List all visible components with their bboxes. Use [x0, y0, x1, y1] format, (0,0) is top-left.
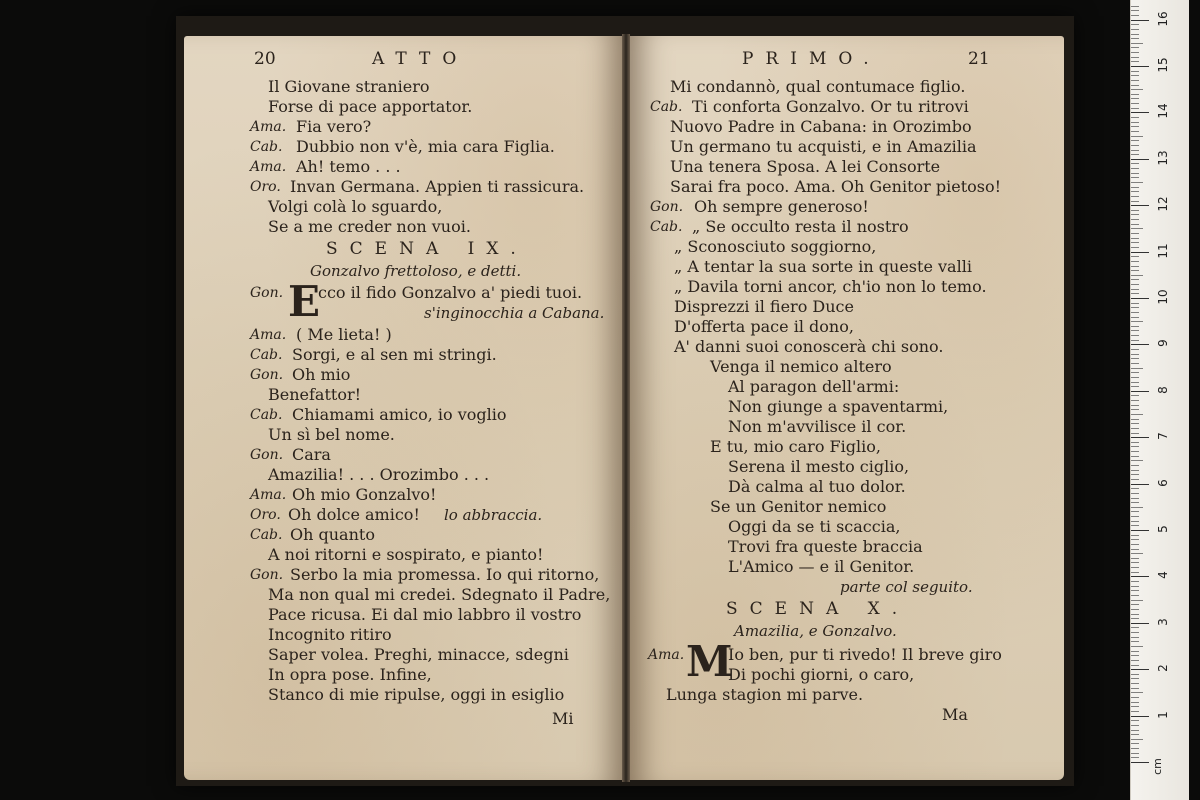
- ruler-tick: [1131, 228, 1143, 229]
- ruler-tick: [1131, 173, 1139, 174]
- ruler-tick: [1131, 303, 1139, 304]
- ruler-tick: [1131, 391, 1149, 392]
- ruler-tick: [1131, 266, 1139, 267]
- ruler-tick: [1131, 632, 1139, 633]
- ruler-tick: [1131, 535, 1139, 536]
- ruler-tick: [1131, 618, 1139, 619]
- text-line: A noi ritorni e sospirato, e pianto!: [268, 545, 544, 564]
- ruler-tick: [1131, 683, 1139, 684]
- text-line: Cara: [292, 445, 331, 464]
- text-line: „ Davila torni ancor, ch'io non lo temo.: [674, 277, 987, 296]
- ruler-number: 10: [1156, 289, 1170, 305]
- ruler-tick: [1131, 716, 1149, 717]
- ruler-tick: [1131, 456, 1139, 457]
- ruler-tick: [1131, 428, 1139, 429]
- ruler-tick: [1131, 734, 1139, 735]
- ruler-tick: [1131, 521, 1139, 522]
- ruler-tick: [1131, 507, 1143, 508]
- ruler-tick: [1131, 753, 1139, 754]
- ruler-tick: [1131, 326, 1139, 327]
- ruler-tick: [1131, 581, 1139, 582]
- text-line: cco il fido Gonzalvo a' piedi tuoi.: [318, 283, 583, 302]
- ruler-tick: [1131, 614, 1139, 615]
- ruler-tick: [1131, 460, 1143, 461]
- ruler-tick: [1131, 256, 1139, 257]
- text-line: Di pochi giorni, o caro,: [728, 665, 915, 684]
- text-line: Non m'avvilisce il cor.: [728, 417, 907, 436]
- ruler-tick: [1131, 354, 1139, 355]
- speaker: Cab.: [650, 99, 683, 115]
- ruler-tick: [1131, 38, 1139, 39]
- ruler-tick: [1131, 488, 1139, 489]
- text-line: Se un Genitor nemico: [710, 497, 887, 516]
- ruler-tick: [1131, 678, 1139, 679]
- ruler-tick: [1131, 386, 1139, 387]
- ruler-tick: [1131, 470, 1139, 471]
- ruler-tick: [1131, 20, 1149, 21]
- ruler-tick: [1131, 493, 1139, 494]
- ruler-tick: [1131, 89, 1143, 90]
- ruler-tick: [1131, 94, 1139, 95]
- ruler-number: 4: [1156, 571, 1170, 580]
- ruler-tick: [1131, 34, 1139, 35]
- ruler-tick: [1131, 122, 1139, 123]
- ruler-tick: [1131, 395, 1139, 396]
- ruler-tick: [1131, 748, 1139, 749]
- right-page: [630, 36, 1064, 780]
- text-line: Io ben, pur ti rivedo! Il breve giro: [728, 645, 1002, 664]
- ruler-tick: [1131, 516, 1139, 517]
- ruler-tick: [1131, 224, 1139, 225]
- drop-cap: M: [686, 637, 733, 686]
- speaker: Gon.: [250, 367, 284, 383]
- ruler-tick: [1131, 377, 1139, 378]
- ruler-tick: [1131, 177, 1139, 178]
- ruler-tick: [1131, 182, 1143, 183]
- ruler-number: 13: [1156, 150, 1170, 166]
- ruler-tick: [1131, 61, 1139, 62]
- ruler-tick: [1131, 400, 1139, 401]
- ruler-tick: [1131, 604, 1139, 605]
- ruler-number: 1: [1156, 710, 1170, 719]
- text-line: Saper volea. Preghi, minacce, sdegni: [268, 645, 569, 664]
- ruler-tick: [1131, 530, 1149, 531]
- text-line: Fia vero?: [296, 117, 372, 136]
- ruler-unit: cm: [1150, 758, 1164, 775]
- ruler-tick: [1131, 730, 1139, 731]
- ruler-tick: [1131, 368, 1143, 369]
- speaker: Cab.: [650, 219, 683, 235]
- ruler-tick: [1131, 168, 1139, 169]
- ruler-tick: [1131, 697, 1139, 698]
- measuring-ruler: [1130, 0, 1189, 800]
- ruler-tick: [1131, 242, 1139, 243]
- stage-direction: lo abbraccia.: [444, 506, 543, 524]
- text-line: Dubbio non v'è, mia cara Figlia.: [296, 137, 555, 156]
- ruler-tick: [1131, 409, 1139, 410]
- text-line: Stanco di mie ripulse, oggi in esiglio: [268, 685, 565, 704]
- ruler-tick: [1131, 321, 1143, 322]
- ruler-tick: [1131, 562, 1139, 563]
- ruler-tick: [1131, 423, 1139, 424]
- ruler-tick: [1131, 335, 1139, 336]
- ruler-tick: [1131, 720, 1139, 721]
- ruler-tick: [1131, 43, 1143, 44]
- ruler-tick: [1131, 706, 1139, 707]
- speaker: Cab.: [250, 407, 283, 423]
- ruler-tick: [1131, 544, 1139, 545]
- text-line: Oh quanto: [290, 525, 375, 544]
- ruler-number: 9: [1156, 339, 1170, 348]
- speaker: Oro.: [250, 179, 281, 195]
- ruler-tick: [1131, 98, 1139, 99]
- ruler-tick: [1131, 539, 1139, 540]
- running-head: PRIMO.: [742, 49, 881, 69]
- text-line: Oh dolce amico!: [288, 505, 420, 524]
- ruler-tick: [1131, 572, 1139, 573]
- ruler-tick: [1131, 586, 1139, 587]
- ruler-tick: [1131, 117, 1139, 118]
- ruler-number: 14: [1156, 103, 1170, 120]
- ruler-tick: [1131, 154, 1139, 155]
- text-line: Oggi da se ti scaccia,: [728, 517, 901, 536]
- ruler-tick: [1131, 511, 1139, 512]
- ruler-tick: [1131, 6, 1139, 7]
- text-line: Lunga stagion mi parve.: [666, 685, 864, 704]
- ruler-tick: [1131, 261, 1139, 262]
- ruler-tick: [1131, 702, 1139, 703]
- ruler-tick: [1131, 692, 1143, 693]
- scene-cast: Amazilia, e Gonzalvo.: [734, 622, 897, 640]
- ruler-tick: [1131, 609, 1139, 610]
- ruler-tick: [1131, 293, 1139, 294]
- ruler-tick: [1131, 651, 1139, 652]
- text-line: Pace ricusa. Ei dal mio labbro il vostro: [268, 605, 582, 624]
- text-line: Un sì bel nome.: [268, 425, 395, 444]
- ruler-tick: [1131, 711, 1139, 712]
- ruler-tick: [1131, 419, 1139, 420]
- catchword: Ma: [942, 705, 968, 724]
- text-line: Trovi fra queste braccia: [728, 537, 923, 556]
- text-line: Benefattor!: [268, 385, 362, 404]
- ruler-tick: [1131, 674, 1139, 675]
- ruler-tick: [1131, 163, 1139, 164]
- text-line: Disprezzi il fiero Duce: [674, 297, 854, 316]
- ruler-tick: [1131, 382, 1139, 383]
- text-line: Dà calma al tuo dolor.: [728, 477, 906, 496]
- speaker: Ama.: [250, 327, 287, 343]
- ruler-tick: [1131, 298, 1149, 299]
- ruler-tick: [1131, 465, 1139, 466]
- scene-cast: Gonzalvo frettoloso, e detti.: [310, 262, 522, 280]
- ruler-number: 15: [1156, 57, 1170, 73]
- ruler-number: 12: [1156, 196, 1170, 212]
- ruler-tick: [1131, 131, 1139, 132]
- text-line: Chiamami amico, io voglio: [292, 405, 507, 424]
- ruler-tick: [1131, 665, 1139, 666]
- text-line: ( Me lieta! ): [296, 325, 392, 344]
- text-line: Oh sempre generoso!: [694, 197, 869, 216]
- ruler-tick: [1131, 159, 1149, 160]
- ruler-tick: [1131, 660, 1139, 661]
- ruler-tick: [1131, 725, 1139, 726]
- ruler-tick: [1131, 627, 1139, 628]
- ruler-number: 5: [1156, 525, 1170, 533]
- text-line: „ A tentar la sua sorte in queste valli: [674, 257, 972, 276]
- ruler-tick: [1131, 637, 1139, 638]
- ruler-number: 6: [1156, 478, 1170, 487]
- text-line: Sorgi, e al sen mi stringi.: [292, 345, 497, 364]
- ruler-tick: [1131, 279, 1139, 280]
- text-line: Sarai fra poco. Ama. Oh Genitor pietoso!: [670, 177, 1002, 196]
- ruler-tick: [1131, 340, 1139, 341]
- text-line: Mi condannò, qual contumace figlio.: [670, 77, 966, 96]
- ruler-tick: [1131, 349, 1139, 350]
- ruler-tick: [1131, 24, 1139, 25]
- ruler-tick: [1131, 646, 1143, 647]
- text-line: Un germano tu acquisti, e in Amazilia: [670, 137, 977, 156]
- ruler-tick: [1131, 57, 1139, 58]
- ruler-tick: [1131, 29, 1139, 30]
- ruler-tick: [1131, 284, 1139, 285]
- ruler-tick: [1131, 205, 1149, 206]
- text-line: Se a me creder non vuoi.: [268, 217, 471, 236]
- text-line: Al paragon dell'armi:: [728, 377, 900, 396]
- ruler-tick: [1131, 150, 1139, 151]
- ruler-tick: [1131, 270, 1139, 271]
- ruler-tick: [1131, 108, 1139, 109]
- ruler-tick: [1131, 66, 1149, 67]
- speaker: Ama.: [648, 647, 685, 663]
- page-number: 21: [968, 49, 990, 69]
- left-page: [184, 36, 622, 780]
- running-head: ATTO: [372, 49, 469, 69]
- ruler-tick: [1131, 498, 1139, 499]
- ruler-tick: [1131, 330, 1139, 331]
- ruler-tick: [1131, 52, 1139, 53]
- speaker: Cab.: [250, 527, 283, 543]
- ruler-tick: [1131, 358, 1139, 359]
- ruler-tick: [1131, 405, 1139, 406]
- scene-title: SCENA IX.: [326, 239, 528, 259]
- ruler-tick: [1131, 623, 1149, 624]
- ruler-tick: [1131, 136, 1143, 137]
- speaker: Ama.: [250, 487, 287, 503]
- ruler-tick: [1131, 600, 1143, 601]
- speaker: Cab.: [250, 347, 283, 363]
- ruler-tick: [1131, 312, 1139, 313]
- text-line: Incognito ritiro: [268, 625, 392, 644]
- ruler-tick: [1131, 140, 1139, 141]
- stage-direction: parte col seguito.: [840, 578, 973, 596]
- ruler-tick: [1131, 442, 1139, 443]
- text-line: D'offerta pace il dono,: [674, 317, 854, 336]
- text-line: Serena il mesto ciglio,: [728, 457, 910, 476]
- ruler-tick: [1131, 595, 1139, 596]
- ruler-tick: [1131, 201, 1139, 202]
- ruler-tick: [1131, 10, 1139, 11]
- ruler-tick: [1131, 233, 1139, 234]
- ruler-number: 8: [1156, 385, 1170, 394]
- ruler-tick: [1131, 187, 1139, 188]
- ruler-tick: [1131, 219, 1139, 220]
- ruler-tick: [1131, 145, 1139, 146]
- speaker: Ama.: [250, 119, 287, 135]
- drop-cap: E: [288, 277, 321, 326]
- ruler-tick: [1131, 641, 1139, 642]
- speaker: Ama.: [250, 159, 287, 175]
- speaker: Gon.: [250, 447, 284, 463]
- ruler-tick: [1131, 214, 1139, 215]
- text-line: Oh mio Gonzalvo!: [292, 485, 437, 504]
- ruler-tick: [1131, 363, 1139, 364]
- ruler-tick: [1131, 47, 1139, 48]
- text-line: Invan Germana. Appien ti rassicura.: [290, 177, 585, 196]
- text-line: „ Sconosciuto soggiorno,: [674, 237, 877, 256]
- ruler-tick: [1131, 247, 1139, 248]
- page-number: 20: [254, 49, 276, 69]
- ruler-tick: [1131, 196, 1139, 197]
- ruler-tick: [1131, 502, 1139, 503]
- ruler-tick: [1131, 576, 1149, 577]
- ruler-number: 2: [1156, 664, 1170, 673]
- text-line: A' danni suoi conoscerà chi sono.: [674, 337, 944, 356]
- ruler-tick: [1131, 15, 1139, 16]
- ruler-tick: [1131, 75, 1139, 76]
- text-line: Non giunge a spaventarmi,: [728, 397, 949, 416]
- ruler-tick: [1131, 103, 1139, 104]
- ruler-tick: [1131, 191, 1139, 192]
- ruler-tick: [1131, 252, 1149, 253]
- scene-title: SCENA X.: [726, 599, 910, 619]
- text-line: In opra pose. Infine,: [268, 665, 432, 684]
- ruler-tick: [1131, 210, 1139, 211]
- ruler-tick: [1131, 372, 1139, 373]
- ruler-tick: [1131, 344, 1149, 345]
- ruler-tick: [1131, 669, 1149, 670]
- book-gutter: [622, 34, 630, 782]
- speaker: Cab.: [250, 139, 283, 155]
- ruler-tick: [1131, 474, 1139, 475]
- ruler-tick: [1131, 484, 1149, 485]
- text-line: E tu, mio caro Figlio,: [710, 437, 881, 456]
- speaker: Gon.: [250, 285, 284, 301]
- text-line: „ Se occulto resta il nostro: [692, 217, 909, 236]
- ruler-tick: [1131, 762, 1149, 763]
- ruler-tick: [1131, 553, 1143, 554]
- ruler-number: 7: [1156, 432, 1170, 441]
- ruler-number: 3: [1156, 617, 1170, 626]
- ruler-tick: [1131, 112, 1149, 113]
- text-line: Oh mio: [292, 365, 351, 384]
- ruler-tick: [1131, 71, 1139, 72]
- text-line: Venga il nemico altero: [710, 357, 892, 376]
- ruler-tick: [1131, 757, 1139, 758]
- ruler-tick: [1131, 437, 1149, 438]
- ruler-tick: [1131, 739, 1143, 740]
- ruler-tick: [1131, 275, 1143, 276]
- text-line: Ti conforta Gonzalvo. Or tu ritrovi: [692, 97, 969, 116]
- speaker: Gon.: [250, 567, 284, 583]
- ruler-tick: [1131, 289, 1139, 290]
- text-line: Ah! temo . . .: [296, 157, 401, 176]
- ruler-tick: [1131, 433, 1139, 434]
- text-line: Il Giovane straniero: [268, 77, 430, 96]
- ruler-tick: [1131, 85, 1139, 86]
- ruler-tick: [1131, 446, 1139, 447]
- speaker: Oro.: [250, 507, 281, 523]
- text-line: Forse di pace apportator.: [268, 97, 473, 116]
- ruler-tick: [1131, 451, 1139, 452]
- ruler-number: 16: [1156, 10, 1170, 27]
- ruler-tick: [1131, 688, 1139, 689]
- ruler-tick: [1131, 307, 1139, 308]
- ruler-tick: [1131, 525, 1139, 526]
- text-line: Amazilia! . . . Orozimbo . . .: [268, 465, 490, 484]
- ruler-number: 11: [1156, 242, 1170, 259]
- ruler-tick: [1131, 80, 1139, 81]
- ruler-tick: [1131, 590, 1139, 591]
- text-line: Volgi colà lo sguardo,: [268, 197, 443, 216]
- text-line: L'Amico — e il Genitor.: [728, 557, 915, 576]
- ruler-tick: [1131, 655, 1139, 656]
- text-line: Serbo la mia promessa. Io qui ritorno,: [290, 565, 600, 584]
- text-line: Nuovo Padre in Cabana: in Orozimbo: [670, 117, 972, 136]
- text-line: Ma non qual mi credei. Sdegnato il Padre,: [268, 585, 611, 604]
- ruler-tick: [1131, 238, 1139, 239]
- ruler-tick: [1131, 317, 1139, 318]
- text-line: Una tenera Sposa. A lei Consorte: [670, 157, 941, 176]
- ruler-tick: [1131, 743, 1139, 744]
- catchword: Mi: [552, 709, 574, 728]
- speaker: Gon.: [650, 199, 684, 215]
- ruler-tick: [1131, 567, 1139, 568]
- ruler-tick: [1131, 414, 1143, 415]
- ruler-tick: [1131, 126, 1139, 127]
- ruler-tick: [1131, 558, 1139, 559]
- ruler-tick: [1131, 479, 1139, 480]
- stage-direction: s'inginocchia a Cabana.: [424, 304, 605, 322]
- ruler-tick: [1131, 549, 1139, 550]
- open-book: [176, 16, 1074, 786]
